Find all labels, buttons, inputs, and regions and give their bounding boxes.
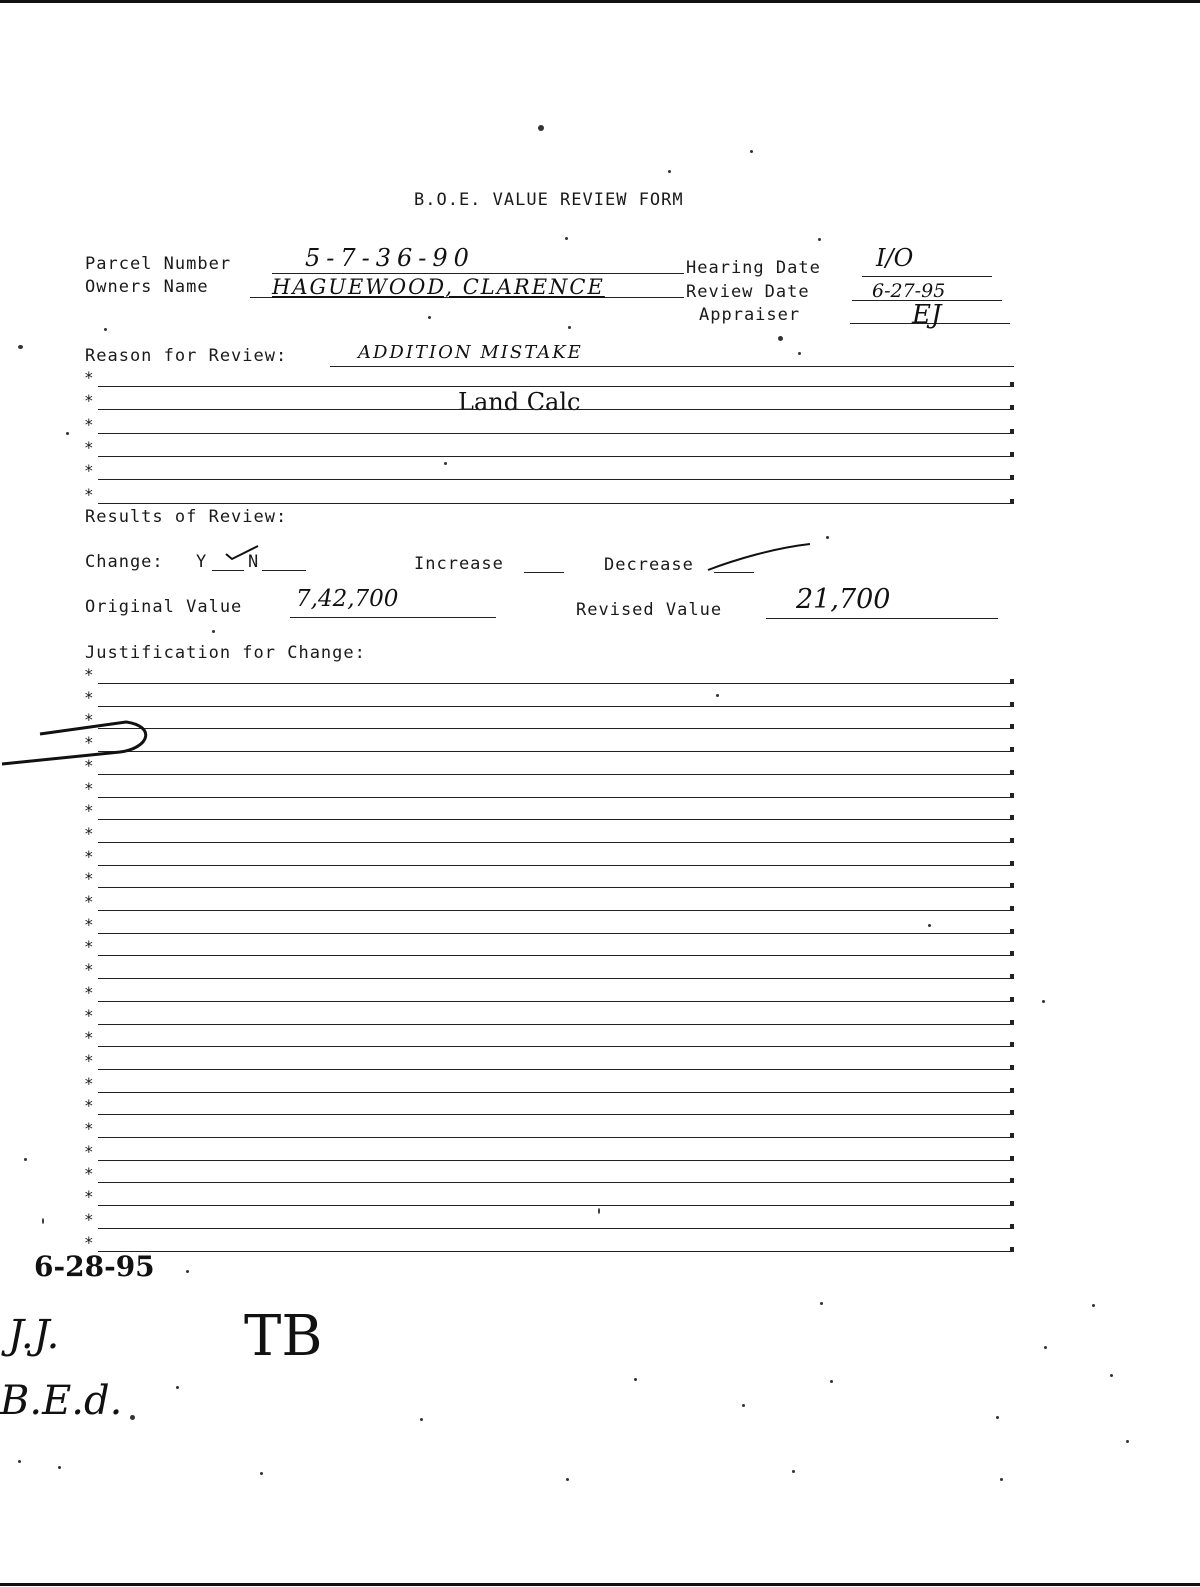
row-end-dot bbox=[1010, 1178, 1014, 1182]
row-line bbox=[98, 751, 1014, 752]
row-end-dot bbox=[1010, 724, 1014, 728]
row-marker: * bbox=[84, 1141, 94, 1161]
row-end-dot bbox=[1010, 702, 1014, 706]
row-line bbox=[98, 910, 1014, 911]
row-line bbox=[98, 1182, 1014, 1183]
handwritten-initials-jj: J.J. bbox=[8, 1312, 60, 1358]
justification-row bbox=[84, 1164, 1014, 1186]
row-end-dot bbox=[1010, 1042, 1014, 1046]
justification-row bbox=[84, 1187, 1014, 1209]
handwritten-date: 6-28-95 bbox=[34, 1250, 155, 1283]
hearing-date-line bbox=[862, 276, 992, 277]
row-marker: * bbox=[84, 1209, 94, 1229]
row-end-dot bbox=[1010, 1201, 1014, 1205]
row-marker: * bbox=[84, 801, 94, 821]
revised-value-line bbox=[766, 618, 998, 619]
row-marker: * bbox=[84, 914, 94, 934]
row-line bbox=[98, 1001, 1014, 1002]
row-end-dot bbox=[1010, 838, 1014, 842]
reason-row bbox=[84, 461, 1014, 483]
row-marker: * bbox=[84, 755, 94, 775]
row-line bbox=[98, 1160, 1014, 1161]
row-end-dot bbox=[1010, 929, 1014, 933]
row-end-dot bbox=[1010, 475, 1014, 479]
row-line bbox=[98, 955, 1014, 956]
row-marker: * bbox=[84, 937, 94, 957]
reason-value-line1: ADDITION MISTAKE bbox=[358, 342, 583, 363]
row-end-dot bbox=[1010, 1156, 1014, 1160]
paper-clip-mark bbox=[0, 712, 160, 772]
row-line bbox=[98, 456, 1014, 457]
row-marker: * bbox=[84, 1096, 94, 1116]
row-line bbox=[98, 865, 1014, 866]
justification-row bbox=[84, 1119, 1014, 1141]
justification-row bbox=[84, 1006, 1014, 1028]
row-end-dot bbox=[1010, 883, 1014, 887]
row-marker: * bbox=[84, 484, 94, 504]
form-title: B.O.E. VALUE REVIEW FORM bbox=[414, 190, 684, 210]
row-end-dot bbox=[1010, 1088, 1014, 1092]
reason-for-review-label: Reason for Review: bbox=[85, 346, 288, 366]
row-end-dot bbox=[1010, 770, 1014, 774]
row-marker: * bbox=[84, 869, 94, 889]
review-date-value: 6-27-95 bbox=[872, 280, 946, 302]
row-marker: * bbox=[84, 1232, 94, 1252]
row-end-dot bbox=[1010, 382, 1014, 386]
hearing-date-value: I/O bbox=[876, 244, 914, 272]
reason-row bbox=[84, 415, 1014, 437]
row-line bbox=[98, 409, 1014, 410]
revised-value-label: Revised Value bbox=[576, 600, 723, 620]
row-end-dot bbox=[1010, 499, 1014, 503]
owners-name-label: Owners Name bbox=[85, 277, 209, 297]
row-end-dot bbox=[1010, 429, 1014, 433]
row-marker: * bbox=[84, 1187, 94, 1207]
original-value-value: 7,42,700 bbox=[296, 586, 399, 612]
row-marker: * bbox=[84, 461, 94, 481]
row-end-dot bbox=[1010, 1020, 1014, 1024]
row-marker: * bbox=[84, 1073, 94, 1093]
reason-row bbox=[84, 485, 1014, 507]
row-line bbox=[98, 386, 1014, 387]
row-end-dot bbox=[1010, 906, 1014, 910]
row-marker: * bbox=[84, 1164, 94, 1184]
review-date-label: Review Date bbox=[686, 282, 810, 302]
row-line bbox=[98, 774, 1014, 775]
row-marker: * bbox=[84, 733, 94, 753]
justification-row bbox=[84, 824, 1014, 846]
appraiser-value: EJ bbox=[912, 300, 942, 330]
justification-row bbox=[84, 847, 1014, 869]
row-line bbox=[98, 1092, 1014, 1093]
justification-row bbox=[84, 1074, 1014, 1096]
row-line bbox=[98, 933, 1014, 934]
parcel-number-line bbox=[272, 273, 684, 274]
row-end-dot bbox=[1010, 405, 1014, 409]
row-line bbox=[98, 433, 1014, 434]
row-marker: * bbox=[84, 892, 94, 911]
justification-row bbox=[84, 710, 1014, 732]
decrease-mark-icon bbox=[704, 540, 814, 574]
hearing-date-label: Hearing Date bbox=[686, 258, 821, 278]
justification-row bbox=[84, 756, 1014, 778]
parcel-number-value: 5-7-36-90 bbox=[305, 244, 475, 272]
row-line bbox=[98, 887, 1014, 888]
row-line bbox=[98, 1205, 1014, 1206]
row-end-dot bbox=[1010, 974, 1014, 978]
results-of-review-label: Results of Review: bbox=[85, 507, 288, 527]
justification-row bbox=[84, 1051, 1014, 1073]
row-end-dot bbox=[1010, 951, 1014, 955]
row-line bbox=[98, 728, 1014, 729]
original-value-label: Original Value bbox=[85, 597, 243, 617]
row-line bbox=[98, 1137, 1014, 1138]
justification-row bbox=[84, 801, 1014, 823]
original-value-line bbox=[290, 617, 496, 618]
justification-row bbox=[84, 960, 1014, 982]
appraiser-label: Appraiser bbox=[699, 305, 801, 325]
justification-label: Justification for Change: bbox=[85, 643, 366, 663]
parcel-number-label: Parcel Number bbox=[85, 254, 232, 274]
justification-row bbox=[84, 983, 1014, 1005]
justification-row bbox=[84, 869, 1014, 891]
row-marker: * bbox=[84, 414, 94, 434]
row-marker: * bbox=[84, 710, 94, 730]
reason-value-line2: Land Calc bbox=[458, 388, 581, 416]
reason-row bbox=[84, 391, 1014, 413]
row-end-dot bbox=[1010, 861, 1014, 865]
row-end-dot bbox=[1010, 997, 1014, 1001]
row-line bbox=[98, 978, 1014, 979]
justification-row bbox=[84, 937, 1014, 959]
reason-row bbox=[84, 438, 1014, 460]
reason-line-main bbox=[330, 366, 1014, 367]
row-marker: * bbox=[84, 982, 94, 1002]
justification-row bbox=[84, 1096, 1014, 1118]
row-marker: * bbox=[84, 1005, 94, 1025]
row-end-dot bbox=[1010, 747, 1014, 751]
row-line bbox=[98, 1251, 1014, 1252]
reason-row bbox=[84, 368, 1014, 390]
justification-row bbox=[84, 1233, 1014, 1255]
row-marker: * bbox=[84, 368, 94, 387]
row-end-dot bbox=[1010, 1065, 1014, 1069]
row-line bbox=[98, 1228, 1014, 1229]
scan-edge-bottom bbox=[0, 1583, 1200, 1586]
change-label: Change: bbox=[85, 552, 164, 572]
row-marker: * bbox=[84, 687, 94, 707]
justification-row bbox=[84, 1142, 1014, 1164]
row-marker: * bbox=[84, 1028, 94, 1048]
row-line bbox=[98, 1046, 1014, 1047]
change-y-line bbox=[212, 570, 244, 571]
increase-line bbox=[524, 572, 564, 573]
justification-row bbox=[84, 892, 1014, 914]
justification-row bbox=[84, 915, 1014, 937]
row-marker: * bbox=[84, 437, 94, 457]
justification-row bbox=[84, 1028, 1014, 1050]
row-line bbox=[98, 1114, 1014, 1115]
row-line bbox=[98, 503, 1014, 504]
row-marker: * bbox=[84, 823, 94, 843]
row-end-dot bbox=[1010, 1224, 1014, 1228]
justification-row bbox=[84, 1210, 1014, 1232]
row-marker: * bbox=[84, 778, 94, 798]
row-marker: * bbox=[84, 1119, 94, 1138]
scan-edge-top bbox=[0, 0, 1200, 3]
handwritten-initials-tb: TB bbox=[244, 1304, 323, 1369]
row-end-dot bbox=[1010, 1110, 1014, 1114]
handwritten-initials-bed: B.E.d. bbox=[0, 1378, 123, 1424]
row-end-dot bbox=[1010, 452, 1014, 456]
row-line bbox=[98, 683, 1014, 684]
row-line bbox=[98, 479, 1014, 480]
justification-row bbox=[84, 665, 1014, 687]
decrease-label: Decrease bbox=[604, 555, 694, 575]
row-end-dot bbox=[1010, 815, 1014, 819]
row-marker: * bbox=[84, 846, 94, 866]
justification-row bbox=[84, 688, 1014, 710]
change-n-label: N bbox=[248, 552, 260, 572]
row-marker: * bbox=[84, 1050, 94, 1070]
row-line bbox=[98, 1024, 1014, 1025]
row-marker: * bbox=[84, 960, 94, 980]
change-y-label: Y bbox=[196, 552, 208, 572]
increase-label: Increase bbox=[414, 554, 504, 574]
row-end-dot bbox=[1010, 793, 1014, 797]
row-end-dot bbox=[1010, 679, 1014, 683]
owners-name-value: HAGUEWOOD, CLARENCE bbox=[272, 275, 605, 299]
change-n-line bbox=[262, 570, 306, 571]
revised-value-value: 21,700 bbox=[796, 584, 891, 615]
justification-row bbox=[84, 733, 1014, 755]
justification-row bbox=[84, 779, 1014, 801]
row-line bbox=[98, 1069, 1014, 1070]
row-line bbox=[98, 819, 1014, 820]
row-end-dot bbox=[1010, 1247, 1014, 1251]
row-line bbox=[98, 706, 1014, 707]
row-marker: * bbox=[84, 665, 94, 684]
row-marker: * bbox=[84, 391, 94, 411]
row-line bbox=[98, 797, 1014, 798]
row-line bbox=[98, 842, 1014, 843]
row-end-dot bbox=[1010, 1133, 1014, 1137]
